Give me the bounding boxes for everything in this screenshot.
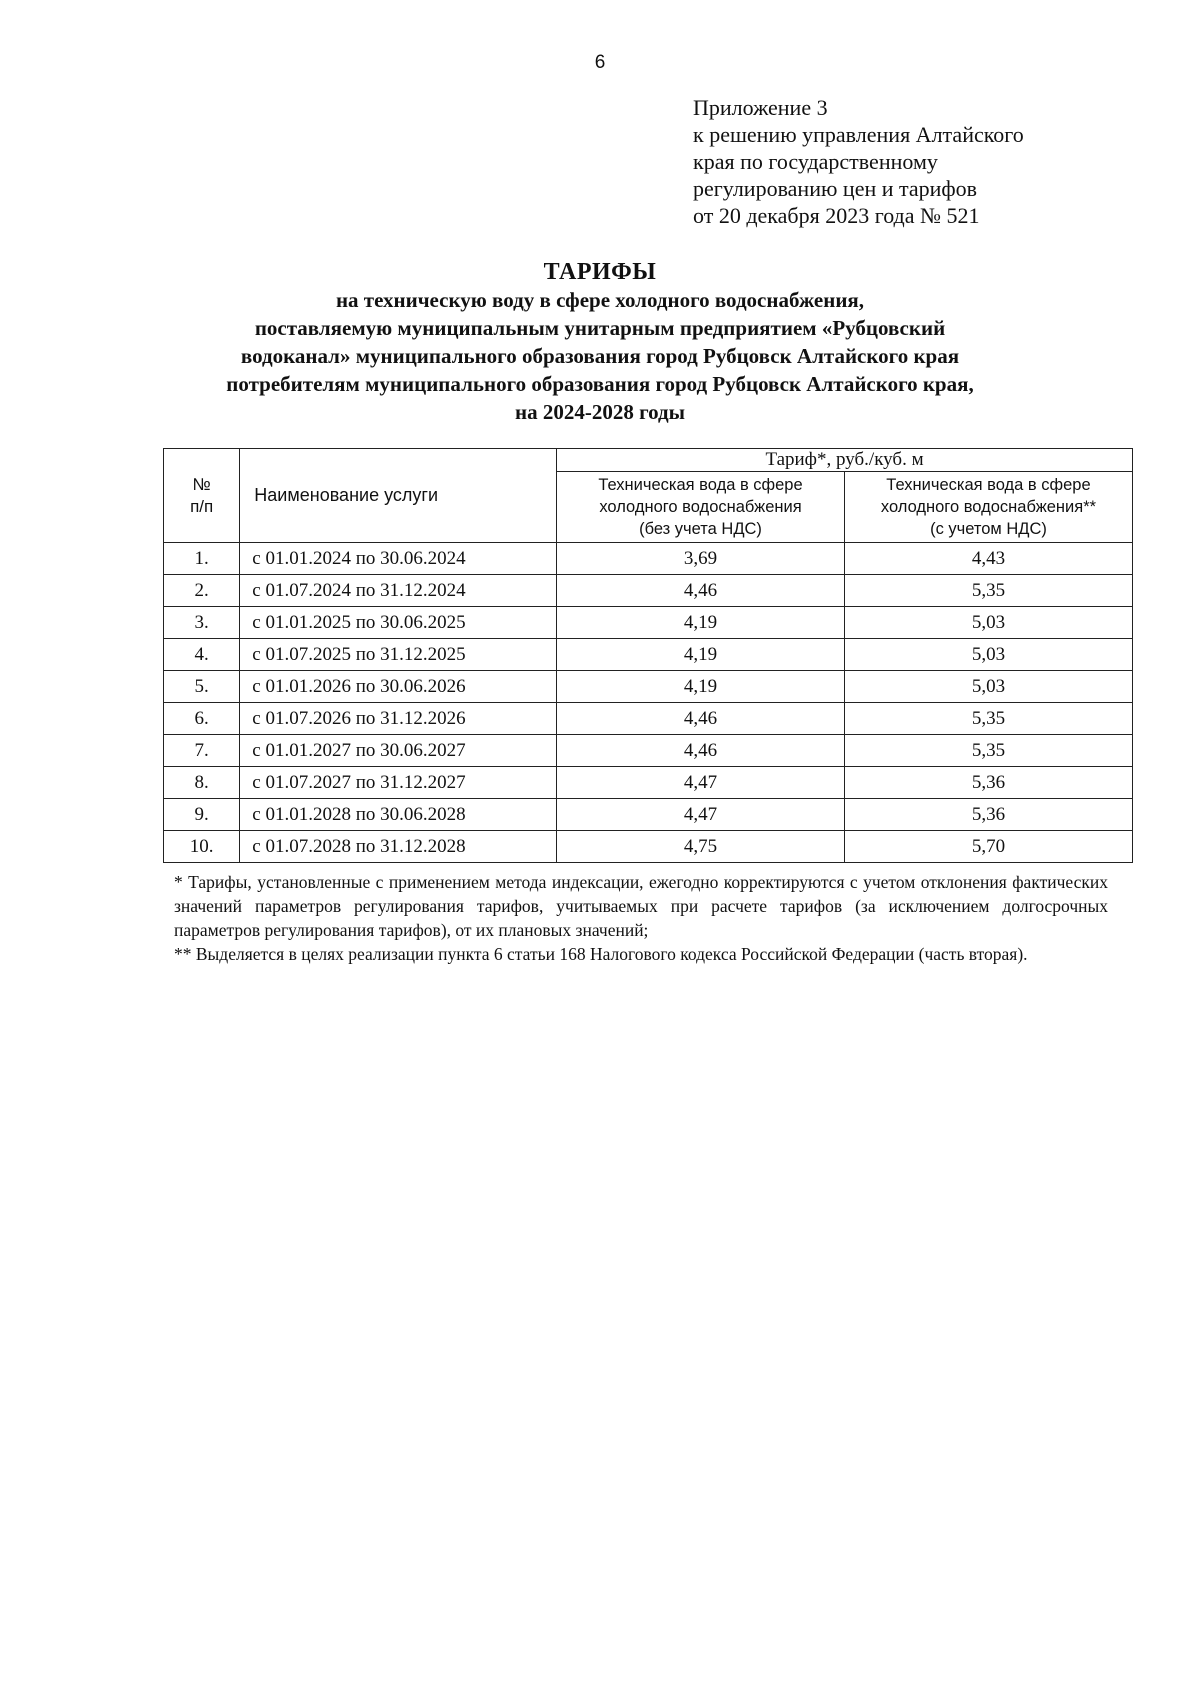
column-header-tariff: Тариф*, руб./куб. м xyxy=(557,449,1133,472)
row-period: с 01.01.2026 по 30.06.2026 xyxy=(240,671,557,703)
tariff-without-vat: 4,46 xyxy=(557,575,845,607)
row-period: с 01.01.2024 по 30.06.2024 xyxy=(240,543,557,575)
tariff-with-vat: 5,35 xyxy=(844,703,1132,735)
appendix-line: Приложение 3 xyxy=(693,95,828,120)
row-number: 9. xyxy=(164,799,240,831)
table-row xyxy=(164,607,1133,639)
row-number: 6. xyxy=(164,703,240,735)
document-title: ТАРИФЫ xyxy=(543,259,657,285)
header-line: холодного водоснабжения** xyxy=(880,498,1097,516)
row-number: 1. xyxy=(164,543,240,575)
column-header-number xyxy=(164,449,240,543)
footnote-indexation: * Тарифы, установленные с применением метода индексации, ежегодно корректируются с учетом отклонения фактических значений параметров регулирования тарифов, учитываемых при расчете тарифов (за исключением долгосрочных параметров регулирования тарифов), от их плановых значений; xyxy=(174,872,1108,940)
row-period: с 01.07.2027 по 31.12.2027 xyxy=(240,767,557,799)
tariff-with-vat: 5,03 xyxy=(844,639,1132,671)
row-number: 7. xyxy=(164,735,240,767)
row-period: с 01.07.2025 по 31.12.2025 xyxy=(240,639,557,671)
table-row xyxy=(164,543,1133,575)
tariff-without-vat: 4,46 xyxy=(557,703,845,735)
header-line: Техническая вода в сфере xyxy=(598,476,803,494)
tariff-with-vat: 4,43 xyxy=(844,543,1132,575)
tariff-without-vat: 4,47 xyxy=(557,767,845,799)
row-number: 4. xyxy=(164,639,240,671)
header-line: холодного водоснабжения xyxy=(599,498,802,516)
appendix-line: от 20 декабря 2023 года № 521 xyxy=(693,203,980,228)
document-heading xyxy=(100,258,1100,426)
header-number-abbrev: п/п xyxy=(190,496,214,516)
document-subtitle xyxy=(100,286,1100,426)
tariff-without-vat: 4,19 xyxy=(557,639,845,671)
row-period: с 01.01.2025 по 30.06.2025 xyxy=(240,607,557,639)
row-period: с 01.07.2028 по 31.12.2028 xyxy=(240,831,557,863)
tariff-without-vat: 4,75 xyxy=(557,831,845,863)
subtitle-line: водоканал» муниципального образования город Рубцовск Алтайского края xyxy=(240,344,960,368)
header-number-symbol: № xyxy=(192,474,211,494)
subtitle-line: на техническую воду в сфере холодного водоснабжения, xyxy=(335,288,865,312)
footnotes xyxy=(174,870,1108,966)
table-row xyxy=(164,831,1133,863)
row-period: с 01.01.2027 по 30.06.2027 xyxy=(240,735,557,767)
column-header-without-vat xyxy=(557,472,845,543)
tariff-without-vat: 4,46 xyxy=(557,735,845,767)
tariff-without-vat: 4,19 xyxy=(557,607,845,639)
table-row xyxy=(164,575,1133,607)
tariff-without-vat: 4,47 xyxy=(557,799,845,831)
appendix-line: края по государственному xyxy=(693,149,938,174)
table-row xyxy=(164,671,1133,703)
subtitle-line: поставляемую муниципальным унитарным предприятием «Рубцовский xyxy=(254,316,946,340)
tariff-table xyxy=(163,448,1133,863)
tariff-with-vat: 5,36 xyxy=(844,767,1132,799)
header-line: Техническая вода в сфере xyxy=(886,476,1091,494)
header-line: (без учета НДС) xyxy=(639,520,762,538)
subtitle-line: на 2024-2028 годы xyxy=(514,400,686,424)
row-number: 5. xyxy=(164,671,240,703)
tariff-with-vat: 5,70 xyxy=(844,831,1132,863)
row-number: 2. xyxy=(164,575,240,607)
subtitle-line: потребителям муниципального образования город Рубцовск Алтайского края, xyxy=(226,372,974,396)
page-number: 6 xyxy=(594,52,606,73)
tariff-without-vat: 3,69 xyxy=(557,543,845,575)
tariff-with-vat: 5,36 xyxy=(844,799,1132,831)
appendix-line: к решению управления Алтайского xyxy=(693,122,1024,147)
appendix-line: регулированию цен и тарифов xyxy=(693,176,978,201)
tariff-without-vat: 4,19 xyxy=(557,671,845,703)
appendix-reference xyxy=(693,94,1024,229)
row-number: 8. xyxy=(164,767,240,799)
header-line: (с учетом НДС) xyxy=(930,520,1047,538)
row-period: с 01.07.2026 по 31.12.2026 xyxy=(240,703,557,735)
table-row xyxy=(164,639,1133,671)
column-header-with-vat xyxy=(844,472,1132,543)
table-row xyxy=(164,703,1133,735)
tariff-with-vat: 5,03 xyxy=(844,671,1132,703)
row-number: 10. xyxy=(164,831,240,863)
tariff-with-vat: 5,35 xyxy=(844,735,1132,767)
table-row xyxy=(164,799,1133,831)
row-number: 3. xyxy=(164,607,240,639)
row-period: с 01.01.2028 по 30.06.2028 xyxy=(240,799,557,831)
footnote-vat: ** Выделяется в целях реализации пункта 6 статьи 168 Налогового кодекса Российской Федерации (часть вторая). xyxy=(174,944,1028,964)
table-row xyxy=(164,735,1133,767)
column-header-service: Наименование услуги xyxy=(240,449,557,543)
tariff-with-vat: 5,35 xyxy=(844,575,1132,607)
tariff-with-vat: 5,03 xyxy=(844,607,1132,639)
table-row xyxy=(164,767,1133,799)
row-period: с 01.07.2024 по 31.12.2024 xyxy=(240,575,557,607)
